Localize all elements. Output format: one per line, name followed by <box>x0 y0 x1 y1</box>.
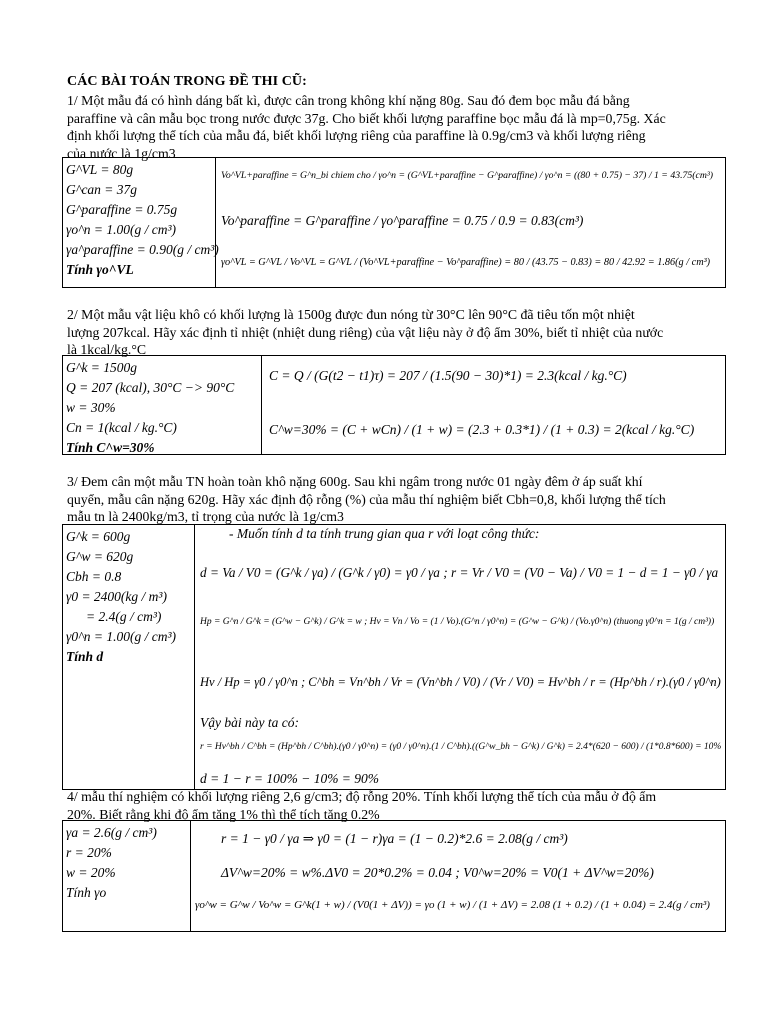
solution-line: Vậy bài này ta có: <box>200 715 299 730</box>
text-line: của nước là 1g/cm3 <box>67 145 176 161</box>
solution-line: C^w=30% = (C + wCn) / (1 + w) = (2.3 + 0.3*1) / (1 + 0.3) = 2(kcal / kg.°C) <box>269 422 695 437</box>
text-line: định khối lượng thể tích của mẫu đá, biết khối lượng riêng của paraffine là 0.9g/cm3 và khối lượng riêng <box>67 128 646 143</box>
problem-1-text <box>67 92 727 162</box>
table-divider <box>190 821 191 931</box>
given-item: γ0 = 2400(kg / m³) <box>66 589 167 604</box>
given-item: γa^paraffine = 0.90(g / cm³) <box>66 242 219 257</box>
text-line: quyển, mẫu cân nặng 620g. Hãy xác định độ rỗng (%) của mẫu thí nghiệm biết Cbh=0,8, khối lượng thể tích <box>67 491 666 507</box>
problem-2-given <box>66 358 234 458</box>
given-item: G^w = 620g <box>66 549 134 564</box>
given-item: G^k = 600g <box>66 529 131 544</box>
solution-line: Hp = G^n / G^k = (G^w − G^k) / G^k = w ; Hv = Vn / Vo = (1 / Vo).(G^n / γ0^n) = (G^w − G^k) / (Vo.γ0^n) (thuong γ0^n = 1(g / cm³)) <box>200 617 715 627</box>
given-item-unknown: Tính C^w=30% <box>66 440 155 455</box>
given-item: G^VL = 80g <box>66 162 134 177</box>
given-item: Cbh = 0.8 <box>66 569 122 584</box>
solution-line: - Muốn tính d ta tính trung gian qua r với loạt công thức: <box>229 526 540 541</box>
given-item: w = 30% <box>66 400 116 415</box>
given-item: γ0^n = 1.00(g / cm³) <box>66 629 177 644</box>
given-item-unknown: Tính γo^VL <box>66 262 134 277</box>
solution-line: d = Va / V0 = (G^k / γa) / (G^k / γ0) = γ0 / γa ; r = Vr / V0 = (V0 − Va) / V0 = 1 − d = 1 − γ0 / γa <box>200 565 719 580</box>
solution-line: r = Hv^bh / C^bh = (Hp^bh / C^bh).(γ0 / γ0^n) = (γ0 / γ0^n).(1 / C^bh).((G^w_bh − G^k) / G^k) = 2.4*(620 − 600) / (1*0.8*600) = 10% <box>200 742 722 752</box>
solution-line: Vo^paraffine = G^paraffine / γo^paraffine = 0.75 / 0.9 = 0.83(cm³) <box>221 213 584 228</box>
document-heading: CÁC BÀI TOÁN TRONG ĐỀ THI CŨ: <box>67 74 307 89</box>
problem-1-table <box>62 157 726 288</box>
given-item: Q = 207 (kcal), 30°C −> 90°C <box>66 380 235 395</box>
given-item-unknown: Tính d <box>66 649 104 664</box>
given-item-unknown: Tính γo <box>66 885 107 900</box>
given-item: G^can = 37g <box>66 182 138 197</box>
table-divider <box>261 356 262 454</box>
problem-3-table <box>62 524 726 790</box>
given-item: = 2.4(g / cm³) <box>86 609 162 624</box>
given-item: γo^n = 1.00(g / cm³) <box>66 222 177 237</box>
solution-line: r = 1 − γ0 / γa ⇒ γ0 = (1 − r)γa = (1 − 0.2)*2.6 = 2.08(g / cm³) <box>221 831 568 846</box>
solution-line: γo^w = G^w / Vo^w = G^k(1 + w) / (V0(1 + ΔV)) = γo (1 + w) / (1 + ΔV) = 2.08 (1 + 0.2) / (1 + 0.04) = 2.4(g / cm³) <box>195 899 710 911</box>
solution-line: Vo^VL+paraffine = G^n_bi chiem cho / γo^n = (G^VL+paraffine − G^paraffine) / γo^n = ((80 + 0.75) − 37) / 1 = 43.75(cm³) <box>221 170 714 181</box>
problem-1-given <box>66 160 219 280</box>
text-line: là 1kcal/kg.°C <box>67 342 147 357</box>
problem-4-given <box>66 823 157 903</box>
solution-line: d = 1 − r = 100% − 10% = 90% <box>200 771 380 786</box>
text-line: paraffine và cân mẫu bọc trong nước được 37g. Cho biết khối lượng paraffine bọc mẫu đá là mp=0,75g. Xác <box>67 110 666 126</box>
given-item: Cn = 1(kcal / kg.°C) <box>66 420 177 435</box>
solution-line: ΔV^w=20% = w%.ΔV0 = 20*0.2% = 0.04 ; V0^w=20% = V0(1 + ΔV^w=20%) <box>221 865 654 880</box>
text-line: lượng 207kcal. Hãy xác định tỉ nhiệt (nhiệt dung riêng) của vật liệu này ở độ ẩm 30%, biết tỉ nhiệt của nước <box>67 324 664 340</box>
problem-3-given <box>66 527 176 667</box>
solution-line: C = Q / (G(t2 − t1)τ) = 207 / (1.5(90 − 30)*1) = 2.3(kcal / kg.°C) <box>269 368 627 383</box>
problem-3-text <box>67 473 727 526</box>
problem-2-text <box>67 306 727 359</box>
table-divider <box>194 525 195 789</box>
solution-line: γo^VL = G^VL / Vo^VL = G^VL / (Vo^VL+paraffine − Vo^paraffine) = 80 / (43.75 − 0.83) = 80 / 42.92 = 1.86(g / cm³) <box>221 257 711 268</box>
text-line: 1/ Một mẫu đá có hình dáng bất kì, được cân trong không khí nặng 80g. Sau đó đem bọc mẫu đá bằng <box>67 93 630 108</box>
given-item: r = 20% <box>66 845 112 860</box>
text-line: 2/ Một mẫu vật liệu khô có khối lượng là 1500g được đun nóng từ 30°C lên 90°C đã tiêu tốn một nhiệt <box>67 307 635 322</box>
problem-2-table <box>62 355 726 455</box>
given-item: γa = 2.6(g / cm³) <box>66 825 157 840</box>
text-line: 4/ mẫu thí nghiệm có khối lượng riêng 2,6 g/cm3; độ rỗng 20%. Tính khối lượng thể tích của mẫu ở độ ẩm <box>67 789 657 804</box>
text-line: 3/ Đem cân một mẫu TN hoàn toàn khô nặng 600g. Sau khi ngâm trong nước 01 ngày đêm ở áp suất khí <box>67 474 643 489</box>
solution-line: Hv / Hp = γ0 / γ0^n ; C^bh = Vn^bh / Vr = (Vn^bh / V0) / (Vr / V0) = Hv^bh / r = (Hp^bh / r).(γ0 / γ0^n) <box>200 675 721 689</box>
given-item: w = 20% <box>66 865 116 880</box>
problem-4-text <box>67 788 727 823</box>
text-line: mẫu tn là 2400kg/m3, tỉ trọng của nước là 1g/cm3 <box>67 509 344 524</box>
given-item: G^k = 1500g <box>66 360 138 375</box>
text-line: 20%. Biết rằng khi độ ẩm tăng 1% thì thể tích tăng 0.2% <box>67 806 380 822</box>
problem-4-table <box>62 820 726 932</box>
given-item: G^paraffine = 0.75g <box>66 202 178 217</box>
